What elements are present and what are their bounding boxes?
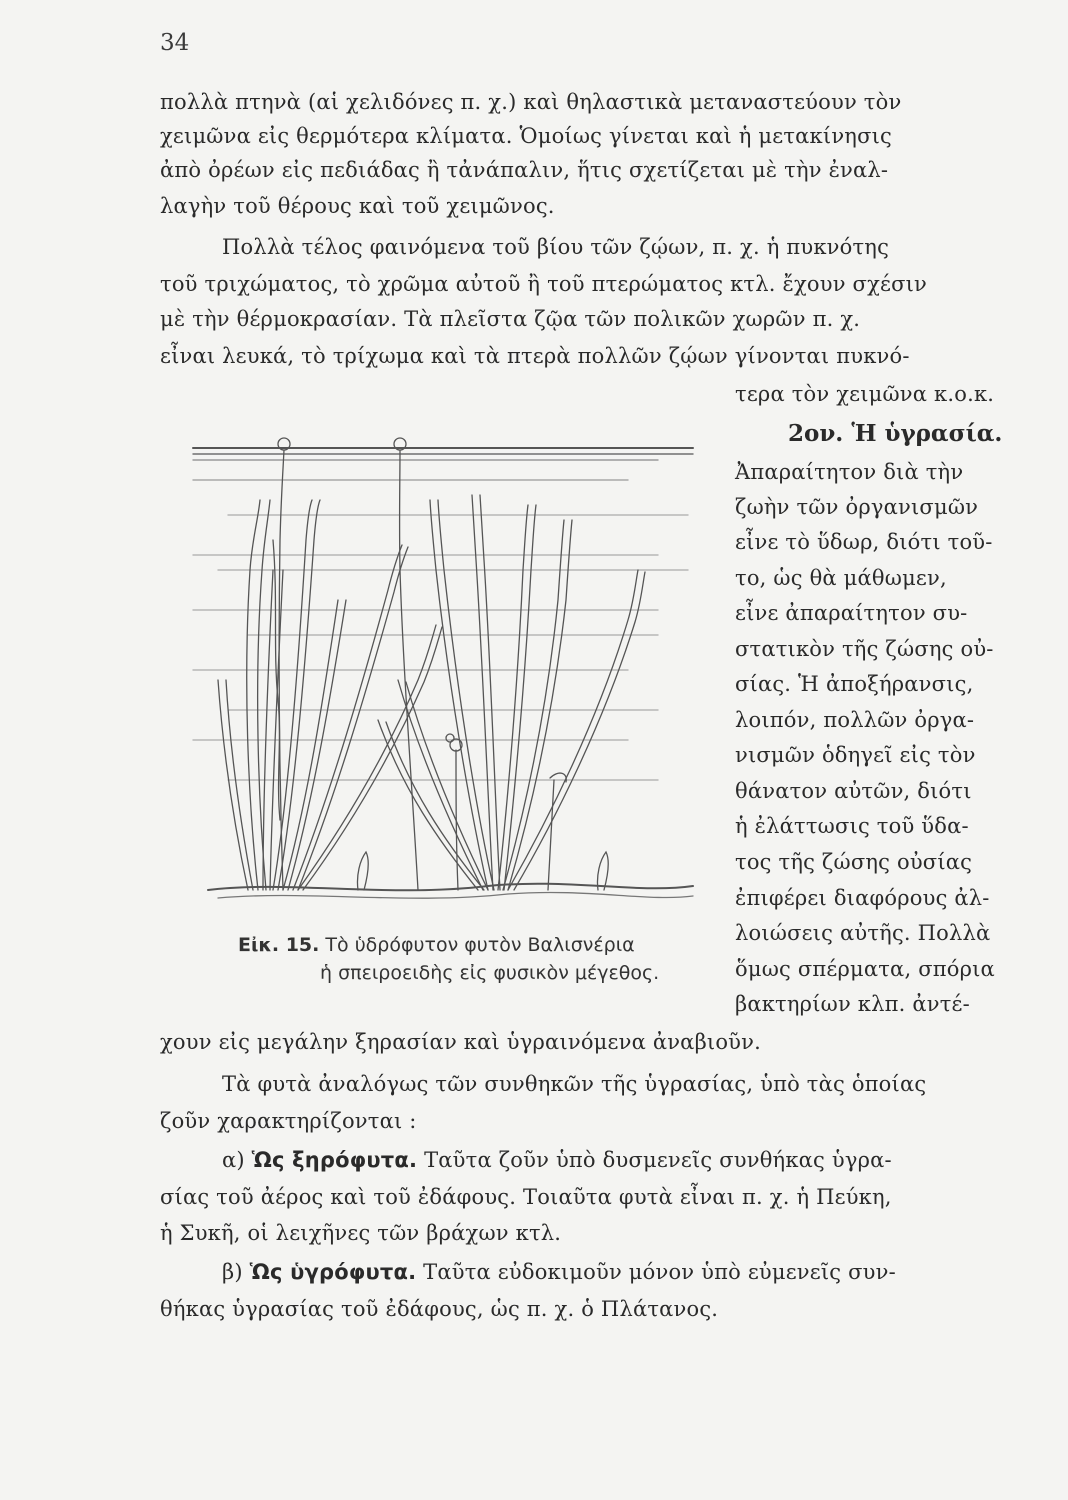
text-line: ἡ Συκῆ, οἱ λειχῆνες τῶν βράχων κτλ.	[160, 1221, 562, 1245]
side-text-line: στατικὸν τῆς ζώσης οὐ-	[735, 637, 994, 661]
side-text-line: εἶνε ἀπαραίτητον συ-	[735, 601, 968, 625]
caption-line-1: Τὸ ὑδρόφυτον φυτὸν Βαλισνέρια	[325, 934, 635, 956]
side-text-line: λοιώσεις αὐτῆς. Πολλὰ	[735, 921, 991, 945]
side-text-line: θάνατον αὐτῶν, διότι	[735, 779, 972, 803]
side-text-line: ἐπιφέρει διαφόρους ἀλ-	[735, 886, 990, 910]
side-text-line: σίας. Ἡ ἀποξήρανσις,	[735, 672, 974, 696]
item-marker: β)	[222, 1260, 243, 1284]
side-text-line: εἶνε τὸ ὕδωρ, διότι τοῦ-	[735, 530, 993, 554]
item-term: Ὡς ὑγρόφυτα.	[249, 1260, 417, 1284]
text-line: εἶναι λευκά, τὸ τρίχωμα καὶ τὰ πτερὰ πολλῶν ζῴων γίνονται πυκνό-	[160, 344, 910, 368]
page-number: 34	[160, 30, 190, 56]
item-marker: α)	[222, 1148, 245, 1172]
section-heading: 2ον. Ἡ ὑγρασία.	[788, 420, 1003, 447]
text-line: χουν εἰς μεγάλην ξηρασίαν καὶ ὑγραινόμενα ἀναβιοῦν.	[160, 1030, 761, 1054]
list-item-b	[222, 1258, 896, 1286]
text-line: ζοῦν χαρακτηρίζονται :	[160, 1109, 417, 1133]
text-line: λαγὴν τοῦ θέρους καὶ τοῦ χειμῶνος.	[160, 194, 555, 218]
text-line: θήκας ὑγρασίας τοῦ ἐδάφους, ὡς π. χ. ὁ Πλάτανος.	[160, 1297, 719, 1321]
text-line: πολλὰ πτηνὰ (αἱ χελιδόνες π. χ.) καὶ θηλαστικὰ μεταναστεύουν τὸν	[160, 90, 902, 114]
side-text-line: ζωὴν τῶν ὀργανισμῶν	[735, 495, 979, 519]
vallisneria-illustration	[188, 420, 708, 920]
text-line: μὲ τὴν θέρμοκρασίαν. Τὰ πλεῖστα ζῷα τῶν πολικῶν χωρῶν π. χ.	[160, 307, 861, 331]
text-line: Πολλὰ τέλος φαινόμενα τοῦ βίου τῶν ζῴων, π. χ. ἡ πυκνότης	[222, 235, 890, 259]
item-text: Ταῦτα ζοῦν ὑπὸ δυσμενεῖς συνθήκας ὑγρα-	[424, 1148, 892, 1172]
caption-line-2: ἡ σπειροειδὴς εἰς φυσικὸν μέγεθος.	[320, 962, 660, 984]
side-text-line: ἡ ἐλάττωσις τοῦ ὕδα-	[735, 814, 969, 838]
figure-caption	[238, 932, 635, 958]
side-text-line: το, ὡς θὰ μάθωμεν,	[735, 566, 947, 590]
text-line: τοῦ τριχώματος, τὸ χρῶμα αὐτοῦ ἢ τοῦ πτερώματος κτλ. ἔχουν σχέσιν	[160, 272, 928, 296]
side-text-line: τος τῆς ζώσης οὐσίας	[735, 850, 973, 874]
side-text-line: λοιπόν, πολλῶν ὀργα-	[735, 708, 975, 732]
list-item-a	[222, 1146, 892, 1174]
item-text: Ταῦτα εὐδοκιμοῦν μόνον ὑπὸ εὐμενεῖς συν-	[423, 1260, 896, 1284]
text-line: ἀπὸ ὀρέων εἰς πεδιάδας ἢ τἀνάπαλιν, ἥτις σχετίζεται μὲ τὴν ἐναλ-	[160, 158, 889, 182]
item-term: Ὡς ξηρόφυτα.	[251, 1148, 418, 1172]
text-line: Τὰ φυτὰ ἀναλόγως τῶν συνθηκῶν τῆς ὑγρασίας, ὑπὸ τὰς ὁποίας	[222, 1072, 927, 1096]
text-line: σίας τοῦ ἀέρος καὶ τοῦ ἐδάφους. Τοιαῦτα φυτὰ εἶναι π. χ. ἡ Πεύκη,	[160, 1185, 892, 1209]
side-text-line: νισμῶν ὁδηγεῖ εἰς τὸν	[735, 743, 976, 767]
figure-label: Εἰκ. 15.	[238, 934, 320, 956]
side-text-line: Ἀπαραίτητον διὰ τὴν	[735, 460, 964, 484]
text-line: χειμῶνα εἰς θερμότερα κλίματα. Ὁμοίως γίνεται καὶ ἡ μετακίνησις	[160, 124, 892, 148]
side-text-line: ὅμως σπέρματα, σπόρια	[735, 957, 995, 981]
side-text-line: βακτηρίων κλπ. ἀντέ-	[735, 992, 970, 1016]
text-line: τερα τὸν χειμῶνα κ.ο.κ.	[735, 382, 995, 406]
